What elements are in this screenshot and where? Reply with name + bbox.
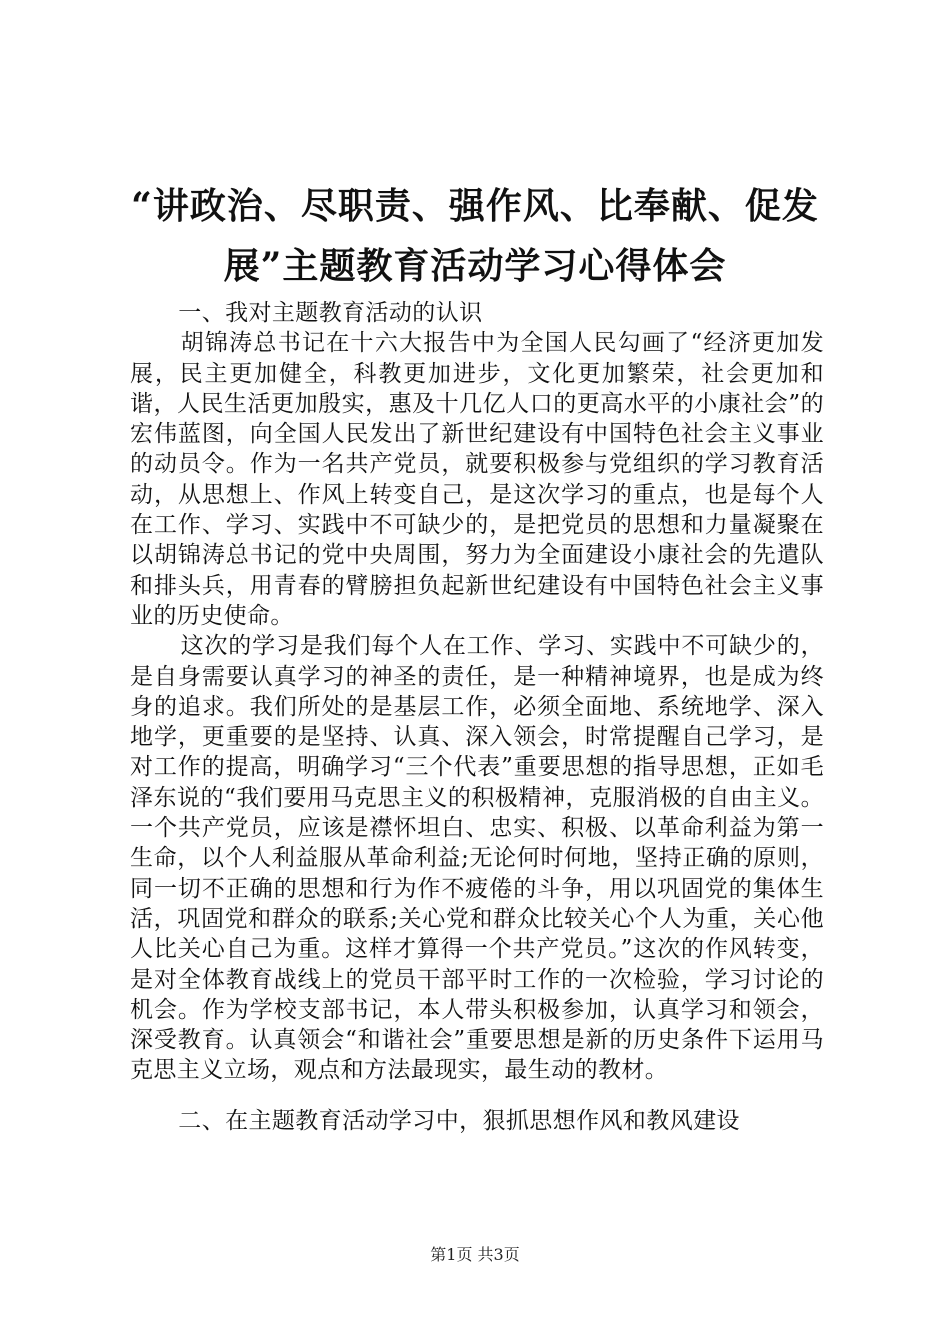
document-title: [120, 176, 830, 296]
title-line-1: “讲政治、尽职责、强作风、比奉献、促发: [131, 185, 819, 227]
title-line-2: 展”主题教育活动学习心得体会: [223, 245, 727, 287]
section-heading-2: 二、在主题教育活动学习中，狠抓思想作风和教风建设: [178, 1107, 740, 1134]
document-body: [130, 298, 824, 1136]
section-heading-1: 一、我对主题教育活动的认识: [178, 300, 483, 326]
paragraph-2: 这次的学习是我们每个人在工作、学习、实践中不可缺少的，是自身需要认真学习的神圣的责任，是一种精神境界，也是成为终身的追求。我们所处的是基层工作，必须全面地、系统地学、深入地学，更重要的是坚持、认真、深入领会，时常提醒自己学习，是对工作的提高，明确学习“三个代表”重要思想的指导思想，正如毛泽东说的“我们要用马克思主义的积极精神，克服消极的自由主义。一个共产党员，应该是襟怀坦白、忠实、积极、以革命利益为第一生命，以个人利益服从革命利益;无论何时何地，坚持正确的原则，同一切不正确的思想和行为作不疲倦的斗争，用以巩固党的集体生活，巩固党和群众的联系;关心党和群众比较关心个人为重，关心他人比关心自己为重。这样才算得一个共产党员。”这次的作风转变，是对全体教育战线上的党员干部平时工作的一次检验，学习讨论的机会。作为学校支部书记，本人带头积极参加，认真学习和领会，深受教育。认真领会“和谐社会”重要思想是新的历史条件下运用马克思主义立场，观点和方法最现实，最生动的教材。: [130, 633, 824, 1084]
page-footer: 第1页 共3页: [430, 1245, 520, 1264]
paragraph-1: 胡锦涛总书记在十六大报告中为全国人民勾画了“经济更加发展，民主更加健全，科教更加进步，文化更加繁荣，社会更加和谐，人民生活更加殷实，惠及十几亿人口的更高水平的小康社会”的宏伟蓝图，向全国人民发出了新世纪建设有中国特色社会主义事业的动员令。作为一名共产党员，就要积极参与党组织的学习教育活动，从思想上、作风上转变自己，是这次学习的重点，也是每个人在工作、学习、实践中不可缺少的，是把党员的思想和力量凝聚在以胡锦涛总书记的党中央周围，努力为全面建设小康社会的先遣队和排头兵，用青春的臂膀担负起新世纪建设有中国特色社会主义事业的历史使命。: [130, 330, 824, 629]
